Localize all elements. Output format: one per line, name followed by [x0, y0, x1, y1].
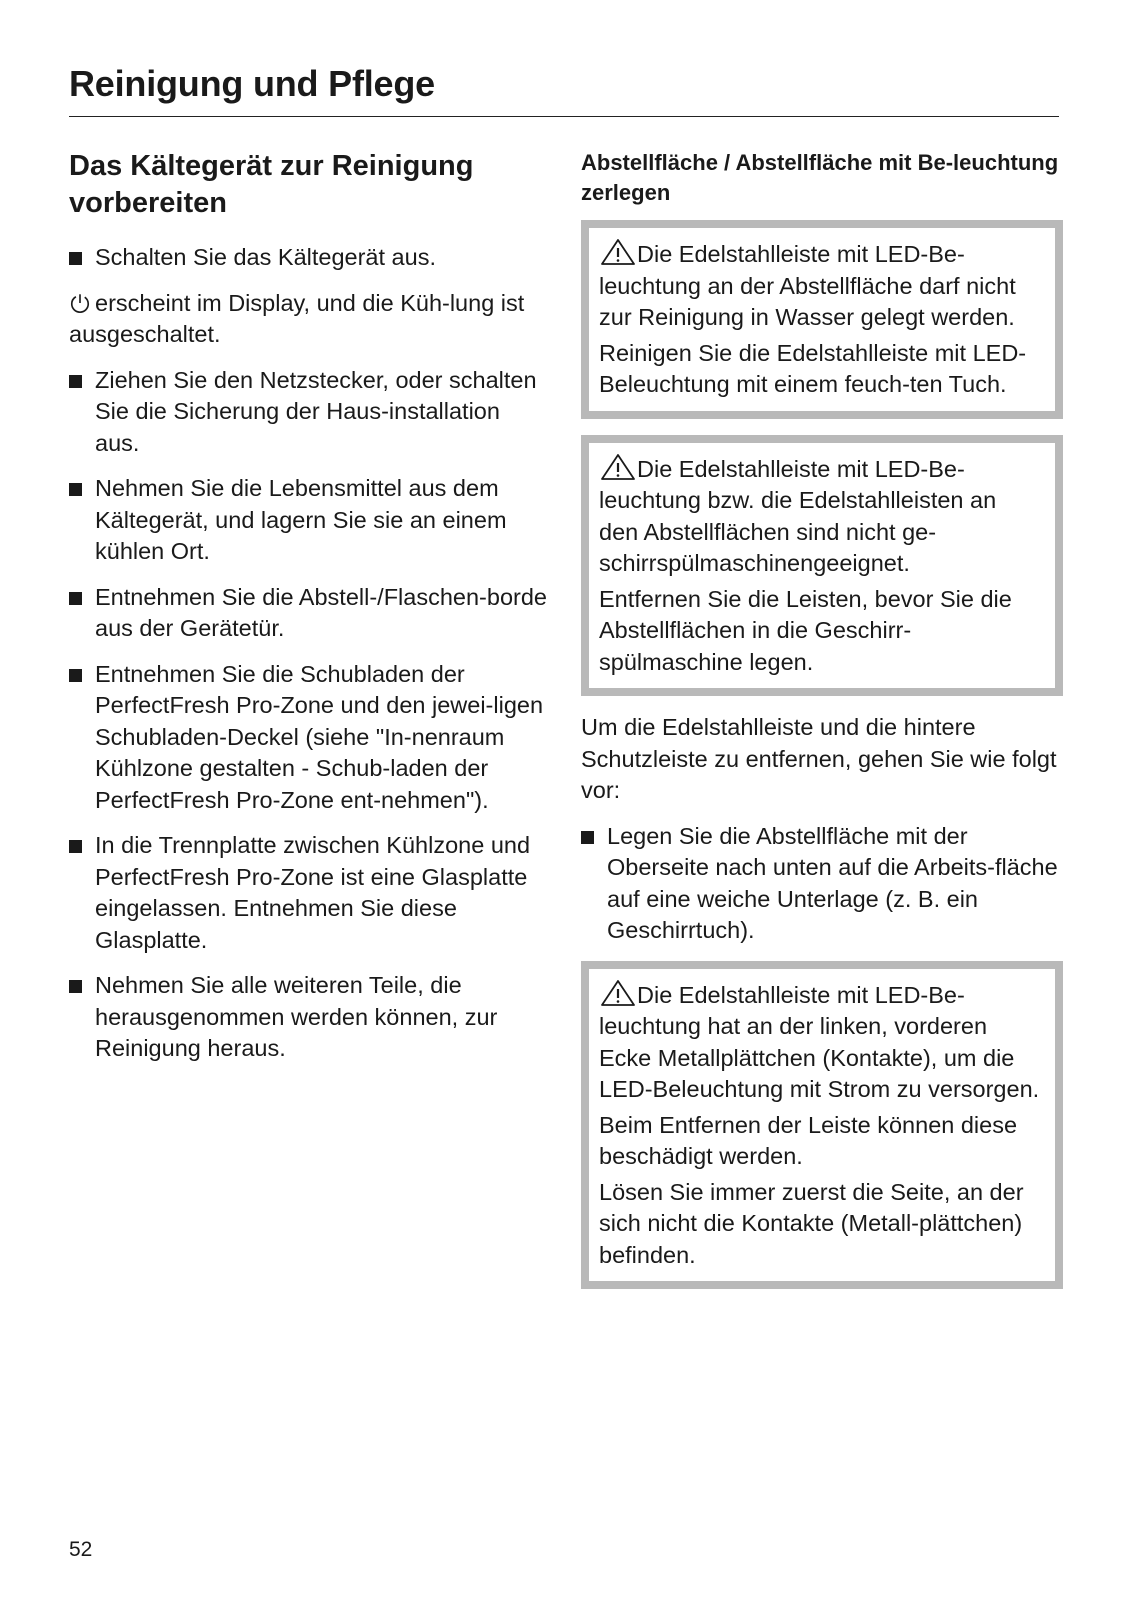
warning-text: [599, 453, 1041, 580]
list-item-text: Entnehmen Sie die Abstell-/Flaschen-borde aus der Gerätetür.: [95, 583, 547, 641]
page-number: 52: [69, 1538, 93, 1561]
warning-text: Reinigen Sie die Edelstahlleiste mit LED-Beleuchtung mit einem feuch-ten Tuch.: [599, 339, 1027, 397]
list-item-text: Nehmen Sie alle weiteren Teile, die herausgenommen werden können, zur Reinigung heraus.: [95, 972, 498, 1061]
list-item-text: Ziehen Sie den Netzstecker, oder schalten Sie die Sicherung der Haus-installation aus.: [95, 366, 537, 456]
warning-text: [599, 979, 1041, 1106]
list-item-text: Schalten Sie das Kältegerät aus.: [95, 244, 436, 270]
square-bullet-icon: [69, 669, 82, 682]
square-bullet-icon: [69, 252, 82, 265]
list-item: [69, 582, 549, 645]
warning-text: Lösen Sie immer zuerst die Seite, an der sich nicht die Kontakte (Metall-plättchen) befinden.: [599, 1178, 1024, 1268]
warning-triangle-icon: [599, 453, 637, 481]
page-header: [69, 62, 1059, 117]
warning-text: [599, 238, 1041, 334]
section-title: Das Kältegerät zur Reinigung vorbereiten: [69, 150, 474, 219]
list-item: [581, 821, 1063, 947]
square-bullet-icon: [69, 483, 82, 496]
left-column: [69, 148, 549, 1079]
display-note: [69, 288, 549, 351]
list-item-text: Legen Sie die Abstellfläche mit der Oberseite nach unten auf die Arbeits-fläche auf eine weiche Unterlage (z. B. ein Geschirrtuch).: [607, 822, 1058, 943]
list-item: [69, 970, 549, 1065]
warning-triangle-icon: [599, 238, 637, 266]
warning-box: [581, 435, 1063, 697]
page-title: Reinigung und Pflege: [69, 63, 435, 104]
square-bullet-icon: [69, 980, 82, 993]
square-bullet-icon: [69, 375, 82, 388]
square-bullet-icon: [581, 831, 594, 844]
power-icon: [69, 292, 91, 314]
warning-box: [581, 220, 1063, 419]
warning-line: Die Edelstahlleiste mit LED-Be-leuchtung hat an der linken, vorderen Ecke Metallplättchen (Kontakte), um die LED-Beleuchtung mit Strom zu versorgen.: [599, 981, 1040, 1102]
warning-line: Die Edelstahlleiste mit LED-Be-leuchtung an der Abstellfläche darf nicht zur Reinigung in Wasser gelegt werden.: [599, 241, 1016, 330]
list-item-text: In die Trennplatte zwischen Kühlzone und PerfectFresh Pro-Zone ist eine Glasplatte eingelassen. Entnehmen Sie diese Glasplatte.: [95, 832, 531, 953]
list-item: [69, 365, 549, 460]
list-item-text: Nehmen Sie die Lebensmittel aus dem Kältegerät, und lagern Sie sie an einem kühlen Ort.: [95, 475, 507, 564]
square-bullet-icon: [69, 840, 82, 853]
square-bullet-icon: [69, 592, 82, 605]
right-column: [581, 148, 1063, 1305]
warning-box: [581, 961, 1063, 1290]
list-item: [69, 659, 549, 817]
subsection-title: Abstellfläche / Abstellfläche mit Be-leuchtung zerlegen: [581, 150, 1059, 205]
warning-line: Die Edelstahlleiste mit LED-Be-leuchtung bzw. die Edelstahlleisten an den Abstellflächen sind nicht ge-schirrspülmaschinengeeignet.: [599, 455, 997, 576]
list-item: [69, 242, 549, 274]
display-note-text: erscheint im Display, und die Küh-lung ist ausgeschaltet.: [69, 289, 525, 347]
list-item-text: Entnehmen Sie die Schubladen der PerfectFresh Pro-Zone und den jewei-ligen Schubladen-Deckel (siehe "In-nenraum Kühlzone gestalten - Schub-laden der PerfectFresh Pro-Zone ent-nehmen").: [95, 660, 544, 813]
list-item: [69, 473, 549, 568]
warning-triangle-icon: [599, 979, 637, 1007]
warning-text: Entfernen Sie die Leisten, bevor Sie die Abstellflächen in die Geschirr-spülmaschine legen.: [599, 585, 1012, 675]
warning-text: Beim Entfernen der Leiste können diese beschädigt werden.: [599, 1111, 1018, 1169]
intro-text: Um die Edelstahlleiste und die hintere Schutzleiste zu entfernen, gehen Sie wie folgt vor:: [581, 714, 1057, 803]
list-item: [69, 830, 549, 956]
